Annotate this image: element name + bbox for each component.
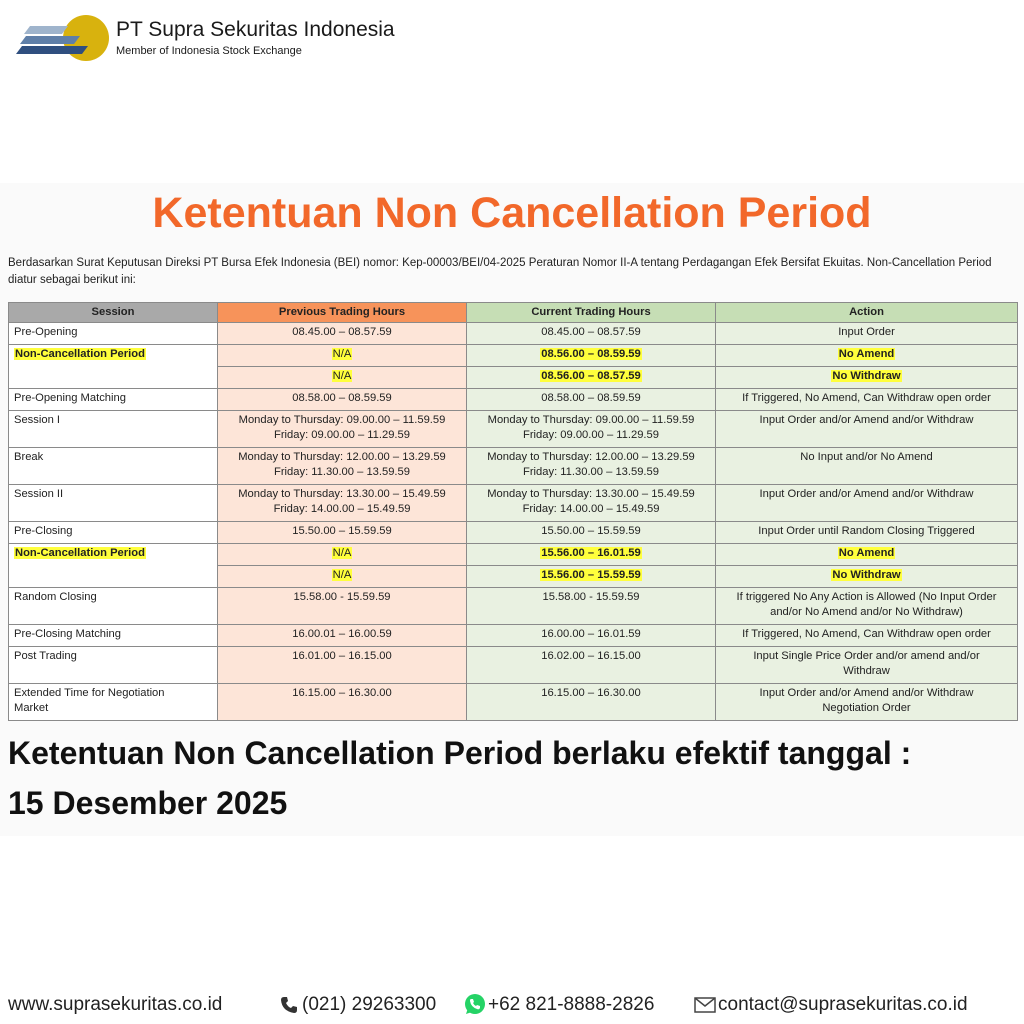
- highlighted-text: No Amend: [838, 348, 895, 360]
- previous-hours-cell: [218, 345, 467, 367]
- session-cell: Pre-Closing Matching: [9, 625, 218, 647]
- action-cell: [716, 647, 1018, 684]
- highlighted-text: 08.56.00 – 08.57.59: [541, 370, 641, 382]
- action-cell: [716, 544, 1018, 566]
- header-action: Action: [716, 303, 1018, 323]
- previous-hours-cell: [218, 544, 467, 566]
- action-cell: If Triggered, No Amend, Can Withdraw open order: [716, 625, 1018, 647]
- current-hours-cell: 08.45.00 – 08.57.59: [467, 323, 716, 345]
- supra-logo: [16, 12, 110, 64]
- action-line: and/or No Amend and/or No Withdraw): [770, 606, 963, 618]
- highlighted-text: 15.56.00 – 15.59.59: [541, 569, 641, 581]
- hours-line: Friday: 11.30.00 – 13.59.59: [522, 466, 659, 478]
- intro-text: Berdasarkan Surat Keputusan Direksi PT Bursa Efek Indonesia (BEI) nomor: Kep-00003/BEI/04-2025 Peraturan Nomor II-A tentang Perdagangan Efek Bersifat Ekuitas. Non-Cancellation Period diatur sebagai berikut ini:: [8, 257, 992, 286]
- highlighted-text: Non-Cancellation Period: [15, 348, 145, 360]
- table-row: [9, 625, 1018, 647]
- highlighted-text: No Withdraw: [832, 370, 901, 382]
- current-hours-cell: 15.50.00 – 15.59.59: [467, 522, 716, 544]
- website-link[interactable]: www.suprasekuritas.co.id: [8, 994, 223, 1015]
- table-row: [9, 647, 1018, 684]
- session-cell: Post Trading: [9, 647, 218, 684]
- table-row: [9, 448, 1018, 485]
- action-line: Withdraw: [843, 665, 890, 677]
- highlighted-text: No Withdraw: [832, 569, 901, 581]
- hours-line: Monday to Thursday: 12.00.00 – 13.29.59: [487, 451, 695, 463]
- session-cell: [9, 544, 218, 588]
- session-cell: [9, 684, 218, 721]
- previous-hours-cell: 16.00.01 – 16.00.59: [218, 625, 467, 647]
- session-cell: [9, 345, 218, 389]
- current-hours-cell: 16.02.00 – 16.15.00: [467, 647, 716, 684]
- current-hours-cell: 15.58.00 - 15.59.59: [467, 588, 716, 625]
- table-row: [9, 411, 1018, 448]
- previous-hours-cell: [218, 485, 467, 522]
- session-line: Market: [14, 702, 49, 714]
- company-name: PT Supra Sekuritas Indonesia: [116, 18, 395, 41]
- highlighted-text: N/A: [332, 547, 352, 559]
- action-cell: Input Order: [716, 323, 1018, 345]
- session-line: Extended Time for Negotiation: [14, 687, 165, 699]
- footer: [0, 992, 1024, 1020]
- effective-date-notice: [8, 728, 1018, 828]
- previous-hours-cell: 16.01.00 – 16.15.00: [218, 647, 467, 684]
- session-cell: Random Closing: [9, 588, 218, 625]
- hours-line: Monday to Thursday: 09.00.00 – 11.59.59: [238, 414, 446, 426]
- highlighted-text: 08.56.00 – 08.59.59: [541, 348, 641, 360]
- highlighted-text: 15.56.00 – 16.01.59: [541, 547, 641, 559]
- previous-hours-cell: [218, 367, 467, 389]
- action-cell: [716, 684, 1018, 721]
- current-hours-cell: [467, 345, 716, 367]
- session-cell: Break: [9, 448, 218, 485]
- hours-line: Friday: 09.00.00 – 11.29.59: [273, 429, 410, 441]
- envelope-icon: [694, 997, 716, 1013]
- action-cell: [716, 588, 1018, 625]
- hours-line: Monday to Thursday: 09.00.00 – 11.59.59: [487, 414, 695, 426]
- phone-number[interactable]: (021) 29263300: [302, 994, 437, 1015]
- current-hours-cell: [467, 485, 716, 522]
- previous-hours-cell: 15.58.00 - 15.59.59: [218, 588, 467, 625]
- phone-icon: [280, 996, 298, 1014]
- hours-line: Monday to Thursday: 13.30.00 – 15.49.59: [487, 488, 695, 500]
- table-row: [9, 544, 1018, 566]
- highlighted-text: No Amend: [838, 547, 895, 559]
- table-row: [9, 522, 1018, 544]
- table-row: [9, 684, 1018, 721]
- company-subtitle: Member of Indonesia Stock Exchange: [116, 45, 302, 57]
- action-cell: [716, 367, 1018, 389]
- table-row: [9, 588, 1018, 625]
- content-card: [0, 183, 1024, 836]
- session-cell: Pre-Opening: [9, 323, 218, 345]
- header: [16, 12, 436, 68]
- previous-hours-cell: 16.15.00 – 16.30.00: [218, 684, 467, 721]
- trading-hours-table: [8, 302, 1018, 721]
- session-cell: Pre-Closing: [9, 522, 218, 544]
- highlighted-text: N/A: [332, 370, 352, 382]
- whatsapp-icon: [464, 993, 486, 1015]
- effective-date: 15 Desember 2025: [8, 785, 288, 821]
- table-row: [9, 345, 1018, 367]
- header-previous-trading-hours: Previous Trading Hours: [218, 303, 467, 323]
- email-link[interactable]: contact@suprasekuritas.co.id: [718, 994, 968, 1015]
- header-current-trading-hours: Current Trading Hours: [467, 303, 716, 323]
- action-line: Input Order and/or Amend and/or Withdraw: [759, 687, 974, 699]
- action-cell: Input Order and/or Amend and/or Withdraw: [716, 411, 1018, 448]
- hours-line: Friday: 14.00.00 – 15.49.59: [273, 503, 411, 515]
- previous-hours-cell: 15.50.00 – 15.59.59: [218, 522, 467, 544]
- session-cell: Pre-Opening Matching: [9, 389, 218, 411]
- current-hours-cell: 16.15.00 – 16.30.00: [467, 684, 716, 721]
- previous-hours-cell: 08.58.00 – 08.59.59: [218, 389, 467, 411]
- hours-line: Friday: 11.30.00 – 13.59.59: [273, 466, 410, 478]
- previous-hours-cell: [218, 566, 467, 588]
- action-cell: [716, 566, 1018, 588]
- highlighted-text: N/A: [332, 569, 352, 581]
- action-cell: Input Order and/or Amend and/or Withdraw: [716, 485, 1018, 522]
- action-line: Input Single Price Order and/or amend and/or: [753, 650, 980, 662]
- action-cell: No Input and/or No Amend: [716, 448, 1018, 485]
- table-row: [9, 323, 1018, 345]
- session-cell: Session II: [9, 485, 218, 522]
- current-hours-cell: [467, 544, 716, 566]
- page-title: Ketentuan Non Cancellation Period: [152, 189, 872, 237]
- current-hours-cell: [467, 367, 716, 389]
- action-line: If triggered No Any Action is Allowed (No Input Order: [736, 591, 997, 603]
- highlighted-text: Non-Cancellation Period: [15, 547, 145, 559]
- session-cell: Session I: [9, 411, 218, 448]
- previous-hours-cell: [218, 411, 467, 448]
- action-cell: Input Order until Random Closing Triggered: [716, 522, 1018, 544]
- hours-line: Monday to Thursday: 12.00.00 – 13.29.59: [238, 451, 446, 463]
- whatsapp-number[interactable]: +62 821-8888-2826: [488, 994, 655, 1015]
- action-cell: If Triggered, No Amend, Can Withdraw open order: [716, 389, 1018, 411]
- action-cell: [716, 345, 1018, 367]
- table-header-row: [9, 303, 1018, 323]
- hours-line: Monday to Thursday: 13.30.00 – 15.49.59: [238, 488, 446, 500]
- hours-line: Friday: 09.00.00 – 11.29.59: [522, 429, 659, 441]
- hours-line: Friday: 14.00.00 – 15.49.59: [522, 503, 660, 515]
- current-hours-cell: [467, 448, 716, 485]
- previous-hours-cell: 08.45.00 – 08.57.59: [218, 323, 467, 345]
- header-session: Session: [9, 303, 218, 323]
- table-row: [9, 389, 1018, 411]
- previous-hours-cell: [218, 448, 467, 485]
- current-hours-cell: 16.00.00 – 16.01.59: [467, 625, 716, 647]
- highlighted-text: N/A: [332, 348, 352, 360]
- effective-line: Ketentuan Non Cancellation Period berlaku efektif tanggal :: [8, 735, 912, 771]
- current-hours-cell: 08.58.00 – 08.59.59: [467, 389, 716, 411]
- current-hours-cell: [467, 411, 716, 448]
- table-row: [9, 485, 1018, 522]
- current-hours-cell: [467, 566, 716, 588]
- action-line: Negotiation Order: [822, 702, 911, 714]
